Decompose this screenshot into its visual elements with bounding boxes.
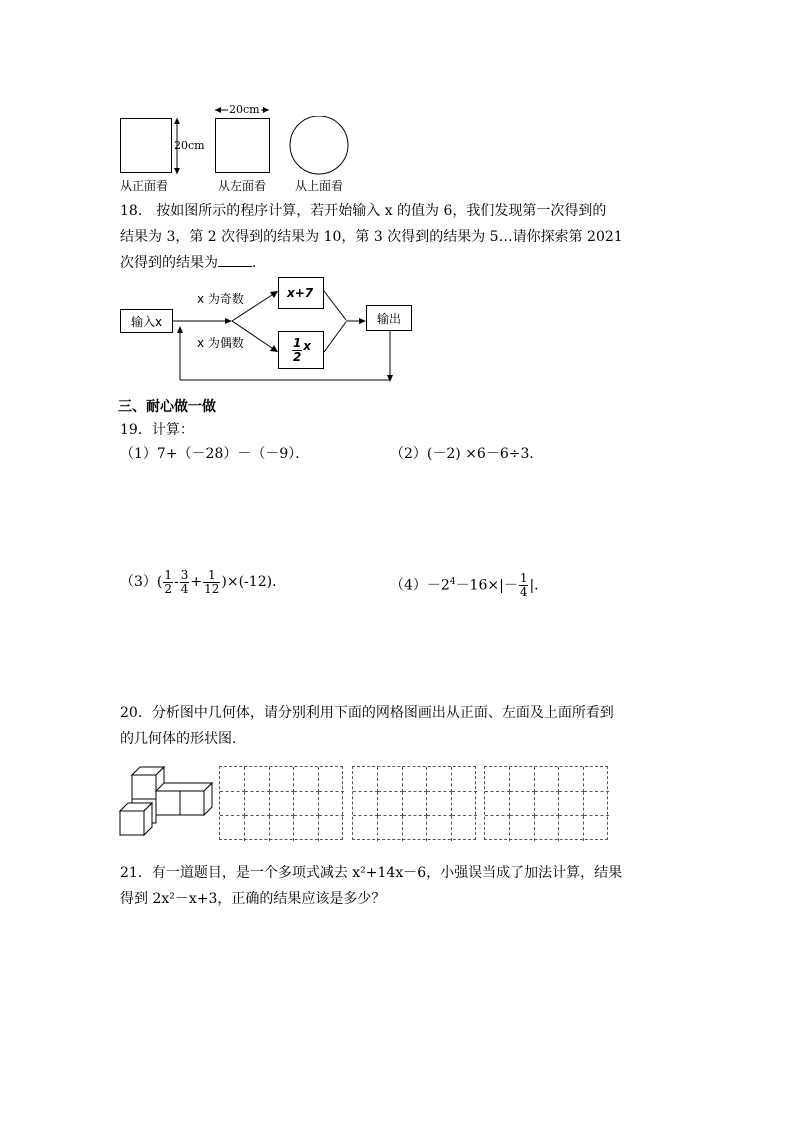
grid-cell[interactable] [559, 816, 584, 841]
grid-cell[interactable] [294, 767, 319, 792]
q20-line2: 的几何体的形状图． [120, 731, 246, 747]
fraction-numerator: 1 [164, 567, 173, 582]
flow-odd-operation-box [278, 277, 324, 309]
grid-cell[interactable] [584, 792, 609, 817]
answer-blank[interactable] [218, 252, 252, 267]
grid-cell[interactable] [452, 792, 477, 817]
flow-even-numerator: 1 [292, 335, 302, 350]
grid-cell[interactable] [535, 816, 560, 841]
grid-cell[interactable] [245, 792, 270, 817]
grid-cell[interactable] [403, 767, 428, 792]
grid-cell[interactable] [319, 767, 344, 792]
q19-part4 [390, 566, 548, 602]
flow-even-fraction [292, 337, 302, 364]
left-view-square [215, 118, 270, 173]
q19-part2: （2）(－2) ×6－6÷3． [390, 446, 544, 462]
flow-input-label: 输入x [130, 314, 163, 329]
front-view-label: 从正面看 [120, 179, 169, 193]
minus-sign: - [174, 574, 179, 590]
grid-cell[interactable] [559, 792, 584, 817]
left-view-label: 从左面看 [218, 179, 267, 193]
q19-part3-prefix: （3）( [120, 574, 163, 590]
width-dimension-label: 20cm [229, 103, 260, 116]
grid-cell[interactable] [319, 792, 344, 817]
grid-cell[interactable] [353, 816, 378, 841]
grid-cell[interactable] [378, 792, 403, 817]
grid-cell[interactable] [378, 816, 403, 841]
top-view-circle [288, 116, 352, 176]
grid-cell[interactable] [245, 767, 270, 792]
fraction-denominator: 4 [180, 581, 189, 596]
q21-line1: 21．有一道题目，是一个多项式减去 x²+14x－6，小强误当成了加法计算，结果 [120, 865, 623, 881]
height-dimension-label: 20cm [174, 139, 205, 152]
q19-part1: （1）7+（－28）－（－9）． [120, 446, 310, 462]
grid-cell[interactable] [353, 792, 378, 817]
flow-odd-label: x 为奇数 [197, 292, 244, 306]
grid-cell[interactable] [535, 767, 560, 792]
q19-part4-suffix: |． [529, 577, 549, 594]
section3-title: 三、耐心做一做 [118, 399, 216, 415]
grid-cell[interactable] [427, 792, 452, 817]
grid-cell[interactable] [535, 792, 560, 817]
grid-cell[interactable] [270, 767, 295, 792]
q19-title: 19．计算： [120, 422, 194, 438]
grid-cell[interactable] [245, 816, 270, 841]
fraction-1-12 [203, 569, 220, 596]
grid-cell[interactable] [319, 816, 344, 841]
front-view-square [120, 118, 172, 173]
fraction-1-4 [519, 572, 529, 599]
flow-even-denominator: 2 [292, 349, 302, 364]
grid-cell[interactable] [485, 767, 510, 792]
grid-cell[interactable] [378, 767, 403, 792]
flow-output-box [366, 305, 412, 331]
grid-cell[interactable] [294, 792, 319, 817]
fraction-denominator: 12 [204, 581, 220, 596]
grid-cell[interactable] [584, 767, 609, 792]
q19-part3 [120, 566, 286, 598]
grid-cell[interactable] [485, 816, 510, 841]
grid-cell[interactable] [220, 816, 245, 841]
grid-cell[interactable] [510, 816, 535, 841]
grid-cell[interactable] [510, 792, 535, 817]
flow-even-variable: x [303, 339, 312, 353]
plus-sign: + [190, 574, 203, 590]
fraction-numerator: 3 [180, 567, 189, 582]
front-view-grid[interactable] [219, 766, 343, 840]
q18-line1: 18. 按如图所示的程序计算，若开始输入 x 的值为 6，我们发现第一次得到的 [120, 203, 607, 219]
grid-cell[interactable] [270, 816, 295, 841]
grid-cell[interactable] [427, 767, 452, 792]
fraction-3-4 [180, 569, 190, 596]
grid-cell[interactable] [510, 767, 535, 792]
grid-cell[interactable] [427, 816, 452, 841]
flow-even-operation-box [278, 331, 324, 369]
fraction-1-2 [163, 569, 173, 596]
grid-cell[interactable] [485, 792, 510, 817]
grid-cell[interactable] [220, 792, 245, 817]
grid-cell[interactable] [294, 816, 319, 841]
top-view-grid[interactable] [484, 766, 608, 840]
grid-cell[interactable] [220, 767, 245, 792]
grid-cell[interactable] [559, 767, 584, 792]
q19-part3-suffix: )×(-12)． [221, 574, 287, 590]
flow-input-box [120, 309, 173, 333]
q18-line2: 结果为 3，第 2 次得到的结果为 10，第 3 次得到的结果为 5…请你探索第 2021 [120, 229, 623, 245]
q18-line3-text: 次得到的结果为 [120, 255, 218, 271]
fraction-numerator: 1 [203, 569, 220, 583]
q18-line3-end: ． [252, 255, 266, 271]
grid-cell[interactable] [270, 792, 295, 817]
grid-cell[interactable] [584, 816, 609, 841]
exponent: 4 [449, 577, 456, 587]
fraction-numerator: 1 [519, 571, 528, 586]
grid-cell[interactable] [452, 767, 477, 792]
grid-cell[interactable] [403, 816, 428, 841]
top-view-label: 从上面看 [295, 179, 344, 193]
grid-cell[interactable] [353, 767, 378, 792]
fraction-denominator: 4 [519, 585, 528, 600]
left-view-grid[interactable] [352, 766, 476, 840]
flow-even-label: x 为偶数 [197, 336, 244, 350]
q19-part4-prefix: （4）－2 [390, 577, 450, 594]
grid-cell[interactable] [403, 792, 428, 817]
flow-odd-operation: x+7 [287, 286, 314, 300]
q21-line2: 得到 2x²－x+3，正确的结果应该是多少？ [120, 891, 386, 907]
q20-line1: 20．分析图中几何体，请分别利用下面的网格图画出从正面、左面及上面所看到 [120, 705, 614, 721]
fraction-denominator: 2 [164, 581, 173, 596]
grid-cell[interactable] [452, 816, 477, 841]
flow-output-label: 输出 [376, 311, 401, 326]
cube-solid-figure [118, 765, 218, 837]
q19-part4-middle: －16×|－ [455, 577, 518, 594]
